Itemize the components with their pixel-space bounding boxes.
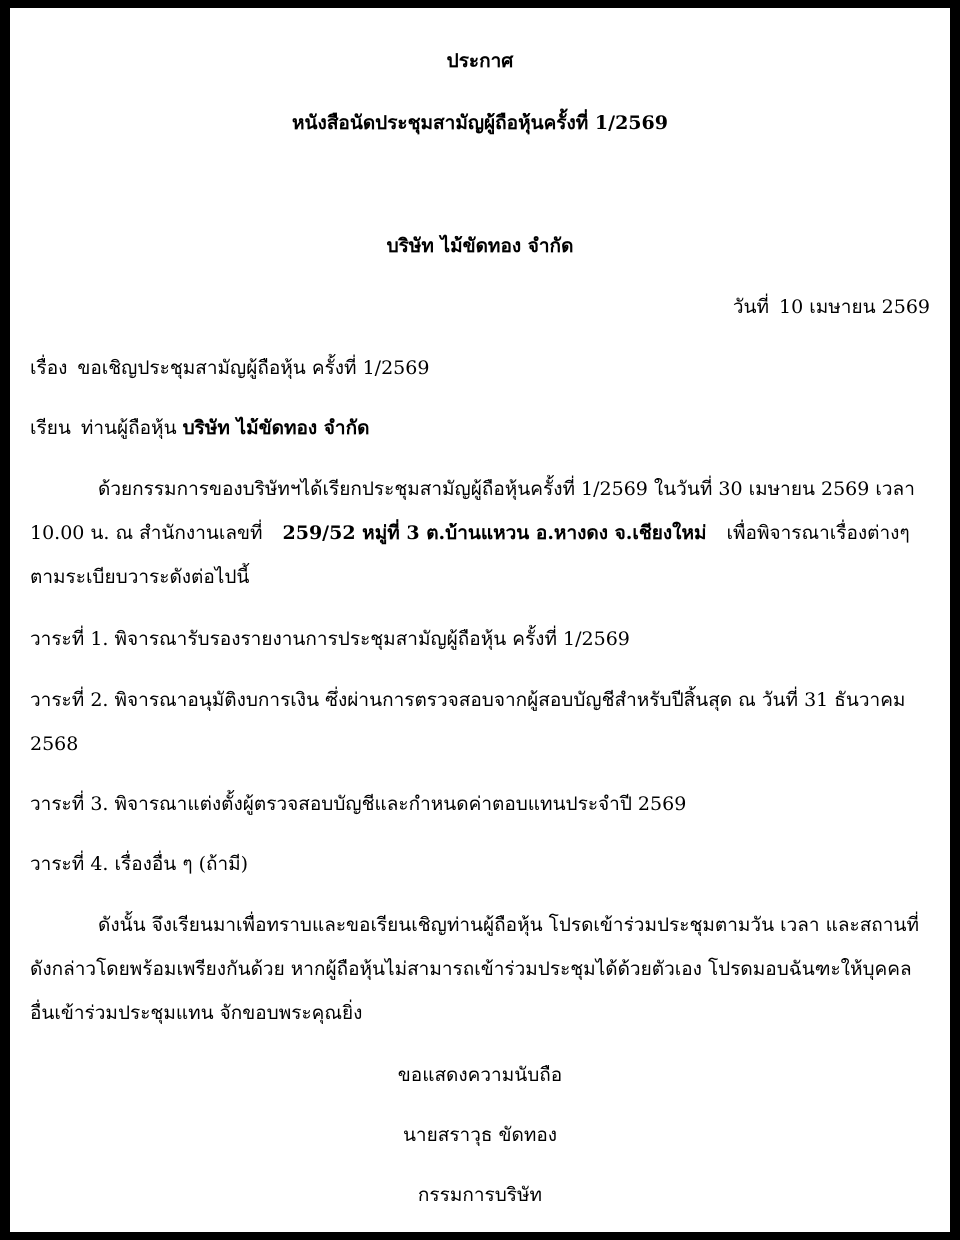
agenda-text: 2. พิจารณาอนุมัติงบการเงิน ซึ่งผ่านการตรวจสอบจากผู้สอบบัญชีสำหรับปีสิ้นสุด ณ วันที่ 31 ธันวาคม	[90, 689, 906, 711]
signer-name: นายสราวุธ ขัดทอง	[402, 1124, 558, 1146]
regards: ขอแสดงความนับถือ	[397, 1064, 563, 1086]
intro-line-2	[30, 520, 930, 546]
intro-line-1: ด้วยกรรมการของบริษัทฯได้เรียกประชุมสามัญผู้ถือหุ้นครั้งที่ 1/2569 ในวันที่ 30 เมษายน 2569 เวลา	[98, 478, 915, 500]
agenda-label: วาระที่	[30, 853, 85, 875]
agenda-label: วาระที่	[30, 793, 85, 815]
subject-label: เรื่อง	[30, 357, 68, 379]
recipient-label: เรียน	[30, 417, 71, 439]
closing-line-3: อื่นเข้าร่วมประชุมแทน จักขอบพระคุณยิ่ง	[30, 1002, 363, 1024]
agenda-item	[30, 851, 930, 877]
agenda-label: วาระที่	[30, 628, 85, 650]
meeting-address: 259/52 หมู่ที่ 3 ต.บ้านแหวน อ.หางดง จ.เชียงใหม่	[282, 522, 707, 544]
announcement-heading: ประกาศ	[446, 50, 514, 72]
closing-line-1: ดังนั้น จึงเรียนมาเพื่อทราบและขอเรียนเชิญท่านผู้ถือหุ้น โปรดเข้าร่วมประชุมตามวัน เวลา และสถานที่	[98, 914, 919, 936]
agenda-item	[30, 791, 930, 817]
document-page	[10, 8, 950, 1232]
closing-line-2: ดังกล่าวโดยพร้อมเพรียงกันด้วย หากผู้ถือหุ้นไม่สามารถเข้าร่วมประชุมได้ด้วยตัวเอง โปรดมอบฉันฑะให้บุคคล	[30, 958, 912, 980]
recipient-text: ท่านผู้ถือหุ้น	[80, 417, 177, 439]
agenda-text: 4. เรื่องอื่น ๆ (ถ้ามี)	[90, 853, 249, 875]
agenda-item	[30, 687, 930, 713]
date-value: 10 เมษายน 2569	[779, 296, 930, 318]
date-line	[30, 294, 930, 320]
document-title: หนังสือนัดประชุมสามัญผู้ถือหุ้นครั้งที่ 1/2569	[292, 112, 668, 134]
intro-line-2-start: 10.00 น. ณ สำนักงานเลขที่	[30, 522, 263, 544]
agenda-label: วาระที่	[30, 689, 85, 711]
recipient-line	[30, 415, 930, 441]
agenda-text: 3. พิจารณาแต่งตั้งผู้ตรวจสอบบัญชีและกำหนดค่าตอบแทนประจำปี 2569	[90, 793, 687, 815]
subject-line	[30, 355, 930, 381]
company-heading: บริษัท ไม้ขัดทอง จำกัด	[386, 235, 574, 257]
intro-line-2-end: เพื่อพิจารณาเรื่องต่างๆ	[726, 522, 910, 544]
subject-text: ขอเชิญประชุมสามัญผู้ถือหุ้น ครั้งที่ 1/2569	[77, 357, 430, 379]
agenda-item-continuation: 2568	[30, 733, 79, 755]
agenda-text: 1. พิจารณารับรองรายงานการประชุมสามัญผู้ถือหุ้น ครั้งที่ 1/2569	[90, 628, 630, 650]
recipient-company: บริษัท ไม้ขัดทอง จำกัด	[182, 417, 370, 439]
intro-line-3: ตามระเบียบวาระดังต่อไปนี้	[30, 566, 250, 588]
signer-title: กรรมการบริษัท	[417, 1184, 543, 1206]
agenda-item	[30, 626, 930, 652]
date-label: วันที่	[732, 296, 770, 318]
